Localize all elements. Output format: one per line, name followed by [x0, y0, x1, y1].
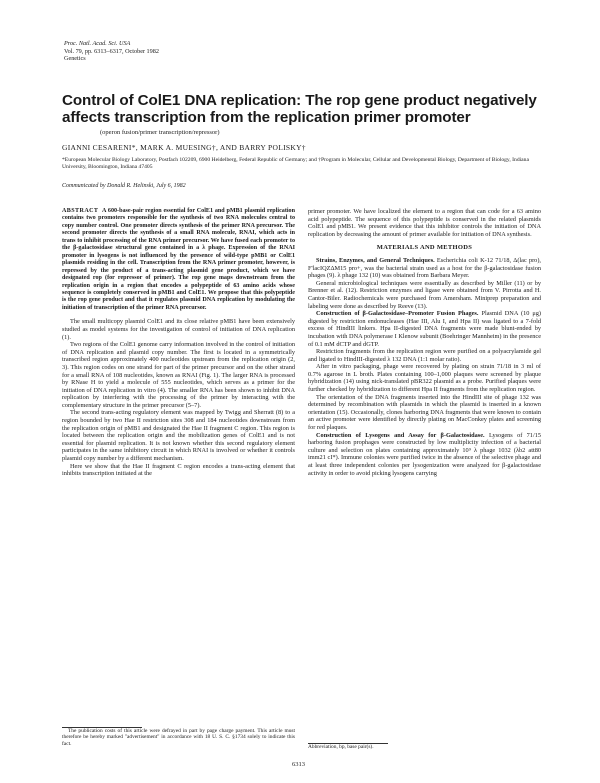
- methods-paragraph: Strains, Enzymes, and General Techniques. Escherichia coli K-12 71/18, Δ(lac pro), F'lacIQZΔM15 pro+, was the bacterial strain used as a host for the β-galactosidase fusion phages (9). λ phage 132 (10) was obtained from Barbara Meyer.: [308, 256, 542, 280]
- publication-footnote: The publication costs of this article were defrayed in part by page charge payment. This article must therefore be hereby marked "advertisement" in accordance with 18 U. S. C. §1734 solely to indicate this fact.: [62, 728, 295, 747]
- intro-paragraph: The second trans-acting regulatory element was mapped by Twigg and Sherratt (8) to a region bounded by two Hae II restriction sites 308 and 184 nucleotides downstream from the replication origin of pMB1 and designated the Hae II fragment C region. This region is located between the replication origin and the mobilization genes of ColE1 and is not essential for plasmid replication. It is not known whether this second regulatory element participates in the same inhibitory circuit in which RNAI is involved or whether it controls plasmid copy number by a different mechanism.: [62, 409, 295, 463]
- keywords: (operon fusion/primer transcription/repressor): [100, 129, 220, 136]
- run-in-heading: Construction of β-Galactosidase–Promoter Fusion Phages.: [316, 310, 479, 318]
- intro-continuation: primer promoter. We have localized the element to a region that can code for a 63 amino acid polypeptide. The sequence of this polypeptide is conserved in the related plasmids ColE1 and pMB1. We present evidence that this inhibitor controls the initiation of DNA replication by decreasing the amount of primer available for initiation of DNA synthesis.: [308, 208, 541, 238]
- journal-section: Genetics: [64, 55, 86, 63]
- journal-header: [64, 40, 159, 63]
- page-number: 6313: [292, 761, 305, 768]
- journal-volume-pages: Vol. 79, pp. 6313–6317, October 1982: [64, 47, 159, 55]
- left-column: [62, 208, 295, 478]
- methods-paragraph: General microbiological techniques were essentially as described by Miller (11) or by Brenner et al. (12). Restriction enzymes and ligase were obtained from V. Pirrotta and H. Cantor-Biler. Radiochemicals were purchased from Amersham. Miniprep preparation and labeling were done as described by Reeve (13).: [308, 279, 541, 310]
- intro-paragraph: Two regions of the ColE1 genome carry information involved in the control of initiation of DNA replication and plasmid copy number. The first is located in a symmetrically transcribed region approximately 400 nucleotides upstream from the replication origin (2, 3). This region codes on one strand for part of the primer precursor and on the other strand for a small RNA of 108 nucleotides, known as RNAI (Fig. 1). The larger RNA is processed by RNase H to yield a molecule of 555 nucleotides, which serves as a primer for the initiation of DNA replication in vitro (4). The smaller RNA has been shown to inhibit DNA replication by interfering with the processing of the primer by interacting with the complementary structure in the primer precursor (5–7).: [62, 341, 295, 409]
- paper-title: Control of ColE1 DNA replication: The rop gene product negatively affects transcription from the replication primer promoter: [62, 92, 537, 126]
- right-column: [308, 208, 541, 477]
- affiliations: *European Molecular Biology Laboratory, Postfach 102209, 6900 Heidelberg, Federal Republic of Germany; and †Program in Molecular, Cellular and Developmental Biology, Department of Biology, Indiana University, Bloomington, Indiana 47405: [62, 157, 529, 170]
- abstract-text: A 600-base-pair region essential for ColE1 and pMB1 plasmid replication contains two promoters responsible for the synthesis of two RNA molecules central to copy number control. One promoter directs synthesis of the primer RNA precursor. The second promoter directs the synthesis of a small RNA molecule, RNAI, which acts in trans to inhibit processing of the RNA primer precursor. We have fused each promoter to the β-galactosidase structural gene contained in a λ phage. Expression of the RNAI promoter in lysogens is not influenced by the presence of wild-type pMB1 or ColE1 plasmids residing in the cell. Transcription from the RNA primer promoter, however, is repressed by the product of a trans-acting plasmid gene product, which we have designated rop (for repressor of primer). The rop gene maps downstream from the replication origin in a region that encodes a polypeptide of 63 amino acids whose sequence is completely conserved in pMB1 and ColE1. We propose that this polypeptide is the rop gene product and that it regulates plasmid DNA replication by modulating the initiation of transcription of the primer RNA precursor.: [62, 208, 295, 311]
- methods-paragraph: Construction of Lysogens and Assay for β-Galactosidase. Lysogens of 71/15 harboring fusion prophages were constructed by low multiplicity infection of a bacterial culture and selection on plates containing approximately 10⁹ λ phage 1032 (λb2 att80 imm21 cI*). Immune colonies were purified twice in the absence of the selective phage and at least three independent colonies per lysogenization were analyzed for β-galactosidase activity in order to avoid picking lysogens carrying: [308, 431, 541, 477]
- left-footnote-block: [62, 727, 295, 747]
- methods-paragraph: The orientation of the DNA fragments inserted into the HindIII site of phage 132 was determined by recombination with plasmids in which the plasmid is inserted in a known orientation (15). Occasionally, clones harboring DNA fragments that were known to contain an active promoter were identified by directly plating on MacConkey plates and screening for red plaques.: [308, 393, 541, 432]
- run-in-heading: Construction of Lysogens and Assay for β-Galactosidase.: [316, 431, 485, 439]
- methods-section: [308, 257, 541, 477]
- journal-name: Proc. Natl. Acad. Sci. USA: [64, 40, 131, 47]
- run-in-heading: Strains, Enzymes, and General Techniques.: [316, 256, 435, 264]
- methods-paragraph: After in vitro packaging, phage were recovered by plating on strain 71/18 in 3 ml of 0.7% agarose in L broth. Plates containing 100–1,000 plaques were screened by plaque hybridization (14) using nick-translated pBR322 plasmid as a probe. Purified plaques were further checked by hybridization to different Hpa II fragments from the replication region.: [308, 363, 541, 394]
- methods-paragraph: Construction of β-Galactosidase–Promoter Fusion Phages. Plasmid DNA (10 μg) digested by restriction endonucleases (Hae III, Alu I, and Hpa II) was ligated to a 7-fold excess of HindIII linkers. Hpa II-digested DNA fragments were made blunt-ended by incubation with DNA polymerase I Klenow subunit (Boehringer Mannheim) in the presence of 0.1 mM dCTP and dGTP.: [308, 310, 542, 348]
- abstract-lead: ABSTRACT: [62, 208, 99, 214]
- methods-heading: MATERIALS AND METHODS: [376, 244, 473, 252]
- communicated-by: Communicated by Donald R. Helinski, July 6, 1982: [62, 183, 186, 189]
- methods-paragraph: Restriction fragments from the replication region were purified on a polyacrylamide gel and ligated to HindIII-digested λ 132 DNA (1:1 molar ratio).: [308, 348, 541, 363]
- right-footnote-block: [308, 743, 541, 750]
- abbreviation-footnote: Abbreviation, bp, base pair(s).: [308, 744, 374, 750]
- abstract: [62, 208, 295, 312]
- authors: GIANNI CESARENI*, MARK A. MUESING†, AND BARRY POLISKY†: [62, 143, 306, 152]
- intro-paragraph: The small multicopy plasmid ColE1 and its close relative pMB1 have been extensively studied as model systems for the investigation of control of initiation of DNA replication (1).: [62, 318, 295, 341]
- introduction: [62, 318, 295, 477]
- intro-paragraph: Here we show that the Hae II fragment C region encodes a trans-acting element that inhibits transcription initiated at the: [62, 462, 295, 478]
